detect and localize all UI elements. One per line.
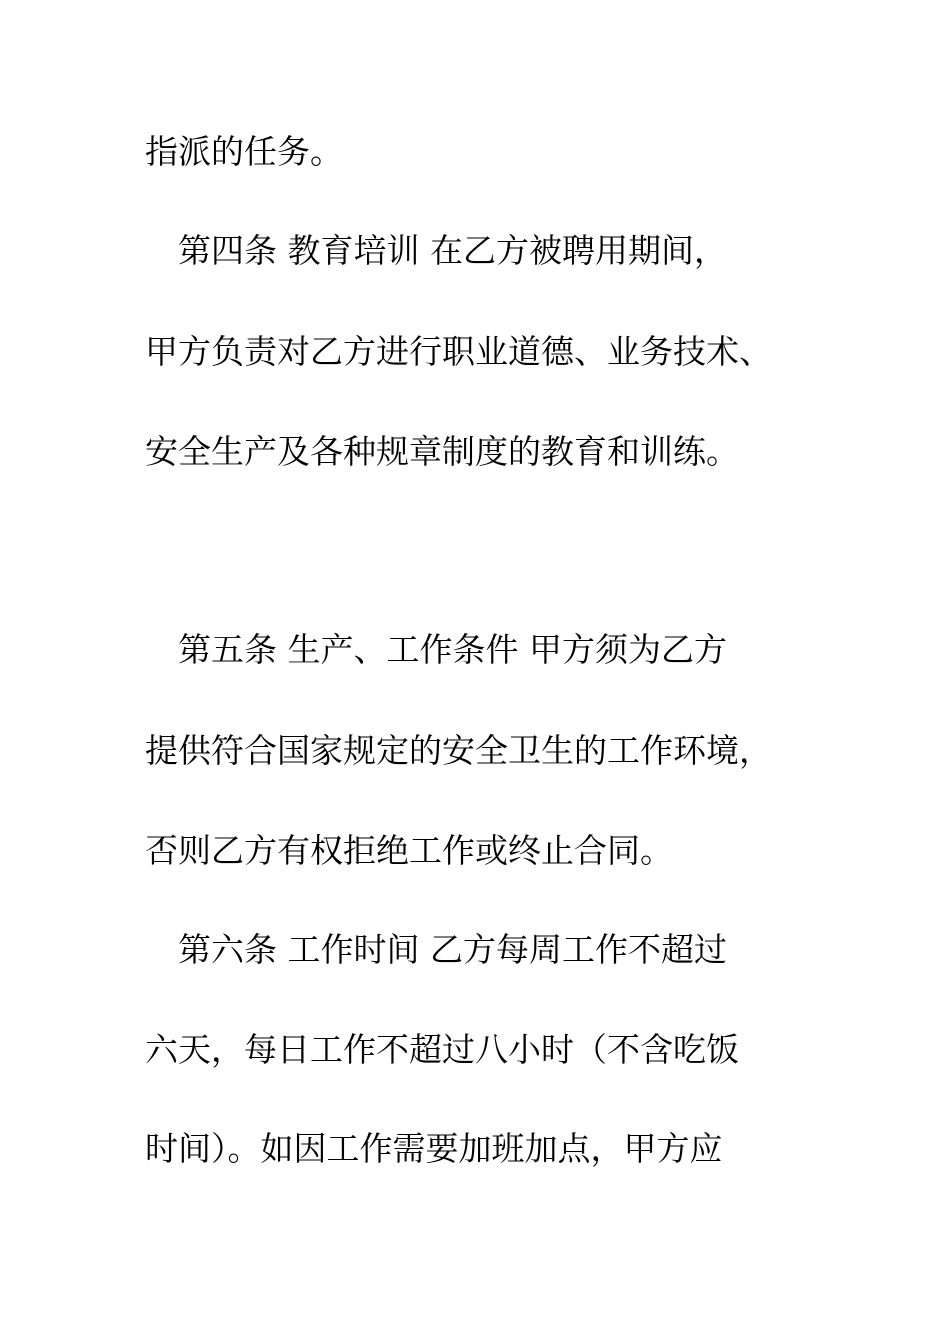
text-line: 六天，每日工作不超过八小时（不含吃饭 [145, 1030, 739, 1069]
text-line: 提供符合国家规定的安全卫生的工作环境， [145, 731, 772, 770]
article-heading-line: 第六条 工作时间 乙方每周工作不超过 [178, 930, 727, 969]
text-line: 时间）。如因工作需要加班加点，甲方应 [145, 1129, 723, 1168]
text-line: 甲方负责对乙方进行职业道德、业务技术、 [145, 332, 772, 371]
text-line: 安全生产及各种规章制度的教育和训练。 [145, 432, 739, 471]
text-line: 指派的任务。 [145, 132, 343, 171]
text-line: 否则乙方有权拒绝工作或终止合同。 [145, 831, 673, 870]
article-heading-line: 第四条 教育培训 在乙方被聘用期间， [178, 231, 727, 270]
article-heading-line: 第五条 生产、工作条件 甲方须为乙方 [178, 630, 727, 669]
